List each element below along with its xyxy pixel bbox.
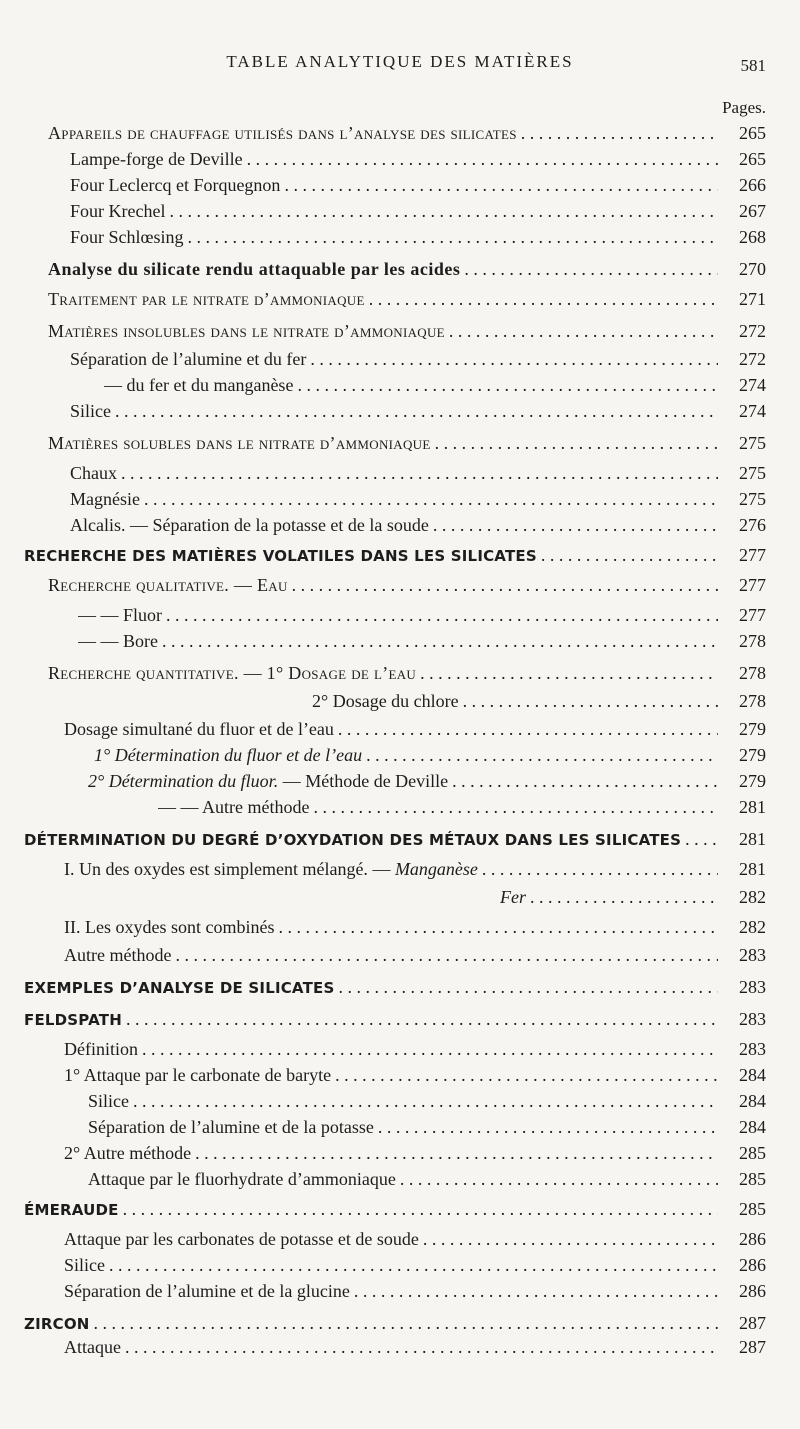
dot-leader bbox=[188, 224, 718, 250]
toc-entry-leader bbox=[48, 256, 718, 282]
toc-entry-page: 279 bbox=[739, 771, 766, 791]
toc-entry bbox=[0, 512, 800, 538]
toc-entry-leader bbox=[104, 372, 718, 398]
toc-entry bbox=[0, 628, 800, 654]
dot-leader bbox=[541, 542, 718, 568]
dot-leader bbox=[126, 1006, 718, 1032]
toc-entry-leader bbox=[500, 884, 718, 910]
dot-leader bbox=[292, 572, 718, 598]
toc-entry-title: Four Leclercq et Forquegnon bbox=[70, 175, 281, 195]
toc-entry bbox=[0, 346, 800, 372]
dot-leader bbox=[142, 1036, 718, 1062]
toc-entry-page: 283 bbox=[739, 1009, 766, 1029]
dot-leader bbox=[195, 1140, 718, 1166]
toc-entry-leader bbox=[64, 856, 718, 882]
toc-entry-title: Attaque par le fluorhydrate d’ammoniaque bbox=[88, 1169, 396, 1189]
toc-entry-leader bbox=[88, 768, 718, 794]
toc-entry-page: 277 bbox=[739, 545, 766, 565]
toc-entry bbox=[0, 826, 800, 852]
dot-leader bbox=[284, 172, 718, 198]
toc-entry-page: 279 bbox=[739, 745, 766, 765]
toc-entry-leader bbox=[48, 572, 718, 598]
toc-entry bbox=[0, 914, 800, 940]
toc-entry-title: 1° Détermination du fluor et de l’eau bbox=[94, 745, 363, 765]
toc-entry-page: 287 bbox=[739, 1313, 766, 1333]
dot-leader bbox=[433, 512, 718, 538]
page-number: 581 bbox=[740, 56, 766, 75]
toc-entry bbox=[0, 1036, 800, 1062]
dot-leader bbox=[400, 1166, 718, 1192]
dot-leader bbox=[175, 942, 718, 968]
toc-entry-page: 278 bbox=[739, 663, 766, 683]
dot-leader bbox=[162, 628, 718, 654]
toc-entry-leader bbox=[64, 1226, 718, 1252]
toc-entry-leader bbox=[70, 460, 718, 486]
toc-entry-title: Fer bbox=[500, 887, 526, 907]
toc-entry-page: 286 bbox=[739, 1255, 766, 1275]
dot-leader bbox=[378, 1114, 718, 1140]
toc-entry-leader bbox=[70, 224, 718, 250]
toc-entry bbox=[0, 794, 800, 820]
toc-entry-leader bbox=[24, 1006, 718, 1033]
toc-entry-leader bbox=[64, 1278, 718, 1304]
toc-entry-title: Magnésie bbox=[70, 489, 140, 509]
toc-entry bbox=[0, 1088, 800, 1114]
toc-entry-leader bbox=[64, 942, 718, 968]
toc-entry-leader bbox=[88, 1088, 718, 1114]
toc-entry-title: — — Autre méthode bbox=[158, 797, 310, 817]
toc-entry-leader bbox=[24, 974, 718, 1001]
pages-column-label: Pages. bbox=[722, 98, 766, 117]
dot-leader bbox=[463, 688, 718, 714]
toc-entry-title: ÉMERAUDE bbox=[24, 1201, 119, 1219]
toc-entry-leader bbox=[64, 1036, 718, 1062]
toc-entry-title: 2° Détermination du fluor. — Méthode de Deville bbox=[88, 771, 449, 791]
toc-entry-page: 265 bbox=[739, 123, 766, 143]
toc-entry-title: Autre méthode bbox=[64, 945, 172, 965]
running-header bbox=[0, 52, 800, 82]
toc-entry bbox=[0, 688, 800, 714]
toc-entry-leader bbox=[88, 1166, 718, 1192]
dot-leader bbox=[335, 1062, 718, 1088]
dot-leader bbox=[144, 486, 718, 512]
toc-entry-leader bbox=[70, 146, 718, 172]
dot-leader bbox=[121, 460, 718, 486]
dot-leader bbox=[310, 346, 718, 372]
toc-entry-page: 284 bbox=[739, 1117, 766, 1137]
toc-entry-leader bbox=[48, 430, 718, 456]
toc-entry-leader bbox=[88, 1114, 718, 1140]
toc-entry bbox=[0, 430, 800, 456]
toc-entry-page: 274 bbox=[739, 401, 766, 421]
toc-entry bbox=[0, 256, 800, 282]
toc-entry-title: RECHERCHE DES MATIÈRES VOLATILES DANS LES SILICATES bbox=[24, 547, 537, 565]
toc-entry-page: 265 bbox=[739, 149, 766, 169]
dot-leader bbox=[685, 826, 718, 852]
toc-entry bbox=[0, 768, 800, 794]
toc-entry bbox=[0, 974, 800, 1000]
toc-entry-title: — — Bore bbox=[78, 631, 158, 651]
dot-leader bbox=[278, 914, 718, 940]
toc-entry bbox=[0, 1252, 800, 1278]
toc-entry-page: 281 bbox=[739, 797, 766, 817]
toc-entry-leader bbox=[70, 198, 718, 224]
toc-entry bbox=[0, 742, 800, 768]
dot-leader bbox=[464, 256, 718, 282]
toc-entry-title: Four Krechel bbox=[70, 201, 166, 221]
toc-entry-leader bbox=[158, 794, 718, 820]
toc-entry-title: Recherche quantitative. — 1° Dosage de l’eau bbox=[48, 663, 417, 683]
toc-entry-leader bbox=[24, 542, 718, 569]
toc-entry-page: 283 bbox=[739, 945, 766, 965]
toc-entry-page: 281 bbox=[739, 859, 766, 879]
toc-entry bbox=[0, 572, 800, 598]
toc-entry-title: Four Schlœsing bbox=[70, 227, 184, 247]
toc-entry bbox=[0, 120, 800, 146]
dot-leader bbox=[166, 602, 718, 628]
toc-entry-title: Silice bbox=[64, 1255, 105, 1275]
toc-entry-title: Séparation de l’alumine et de la glucine bbox=[64, 1281, 350, 1301]
toc-entry-page: 283 bbox=[739, 1039, 766, 1059]
toc-entry-page: 271 bbox=[739, 289, 766, 309]
toc-entry bbox=[0, 460, 800, 486]
toc-entry-title: ZIRCON bbox=[24, 1315, 90, 1333]
toc-entry-title: Chaux bbox=[70, 463, 117, 483]
toc-entry-title: FELDSPATH bbox=[24, 1011, 122, 1029]
toc-entry-title: Séparation de l’alumine et du fer bbox=[70, 349, 307, 369]
toc-entry-title: Alcalis. — Séparation de la potasse et de la soude bbox=[70, 515, 429, 535]
toc-entry-leader bbox=[48, 660, 718, 686]
dot-leader bbox=[133, 1088, 718, 1114]
toc-entry-leader bbox=[312, 688, 718, 714]
toc-entry-leader bbox=[94, 742, 718, 768]
toc-entry-title: EXEMPLES D’ANALYSE DE SILICATES bbox=[24, 979, 335, 997]
toc-entry-page: 284 bbox=[739, 1065, 766, 1085]
toc-entry bbox=[0, 884, 800, 910]
toc-entry-leader bbox=[70, 398, 718, 424]
toc-entry-title: II. Les oxydes sont combinés bbox=[64, 917, 275, 937]
toc-entry-title: Analyse du silicate rendu attaquable par les acides bbox=[48, 259, 461, 279]
toc-entry bbox=[0, 286, 800, 312]
toc-entry-title: Matières solubles dans le nitrate d’ammoniaque bbox=[48, 433, 431, 453]
toc-entry bbox=[0, 398, 800, 424]
toc-entry-leader bbox=[70, 512, 718, 538]
toc-entry-title: Définition bbox=[64, 1039, 138, 1059]
toc-entry bbox=[0, 1166, 800, 1192]
toc-entry bbox=[0, 224, 800, 250]
toc-entry-page: 279 bbox=[739, 719, 766, 739]
toc-entry-leader bbox=[48, 120, 718, 146]
toc-entry-page: 287 bbox=[739, 1337, 766, 1357]
toc-entry-leader bbox=[64, 1334, 718, 1360]
toc-entry-page: 277 bbox=[739, 605, 766, 625]
toc-entry-title: I. Un des oxydes est simplement mélangé. — Manganèse bbox=[64, 859, 478, 879]
dot-leader bbox=[125, 1334, 718, 1360]
toc-entry bbox=[0, 1334, 800, 1360]
toc-entry-title: Traitement par le nitrate d’ammoniaque bbox=[48, 289, 365, 309]
toc-entry-page: 286 bbox=[739, 1229, 766, 1249]
header-title: TABLE ANALYTIQUE DES MATIÈRES bbox=[226, 52, 574, 71]
toc-entry-page: 283 bbox=[739, 977, 766, 997]
toc-entry-leader bbox=[24, 826, 718, 853]
toc-entry-leader bbox=[64, 1252, 718, 1278]
toc-entry bbox=[0, 602, 800, 628]
toc-entry-page: 275 bbox=[739, 489, 766, 509]
toc-entry bbox=[0, 660, 800, 686]
toc-entry bbox=[0, 1226, 800, 1252]
dot-leader bbox=[247, 146, 718, 172]
toc-entry-title: DÉTERMINATION DU DEGRÉ D’OXYDATION DES MÉTAUX DANS LES SILICATES bbox=[24, 831, 682, 849]
toc-entry-page: 267 bbox=[739, 201, 766, 221]
dot-leader bbox=[420, 660, 718, 686]
dot-leader bbox=[435, 430, 718, 456]
toc-entry-page: 282 bbox=[739, 917, 766, 937]
dot-leader bbox=[297, 372, 718, 398]
dot-leader bbox=[115, 398, 718, 424]
dot-leader bbox=[354, 1278, 718, 1304]
dot-leader bbox=[449, 318, 718, 344]
toc-entry-page: 276 bbox=[739, 515, 766, 535]
toc-entry-leader bbox=[48, 318, 718, 344]
toc-entry-title: Silice bbox=[70, 401, 111, 421]
toc-entry-leader bbox=[64, 1140, 718, 1166]
toc-entry-page: 272 bbox=[739, 321, 766, 341]
toc-entry bbox=[0, 486, 800, 512]
toc-entry-title: 2° Autre méthode bbox=[64, 1143, 192, 1163]
toc-entry bbox=[0, 942, 800, 968]
toc-entry-page: 282 bbox=[739, 887, 766, 907]
toc-entry-title: Séparation de l’alumine et de la potasse bbox=[88, 1117, 374, 1137]
toc-entry-page: 270 bbox=[739, 259, 766, 279]
dot-leader bbox=[94, 1310, 718, 1336]
dot-leader bbox=[530, 884, 718, 910]
toc-entry bbox=[0, 372, 800, 398]
toc-entry-page: 275 bbox=[739, 463, 766, 483]
dot-leader bbox=[313, 794, 718, 820]
toc-entry-page: 266 bbox=[739, 175, 766, 195]
toc-entry bbox=[0, 1278, 800, 1304]
toc-entry-page: 285 bbox=[739, 1169, 766, 1189]
toc-entry-page: 277 bbox=[739, 575, 766, 595]
toc-entry-title: Appareils de chauffage utilisés dans l’analyse des silicates bbox=[48, 123, 517, 143]
toc-entry-page: 284 bbox=[739, 1091, 766, 1111]
toc-entry-title: Recherche qualitative. — Eau bbox=[48, 575, 288, 595]
toc-entry-leader bbox=[48, 286, 718, 312]
toc-entry-leader bbox=[70, 486, 718, 512]
dot-leader bbox=[423, 1226, 718, 1252]
toc-entry bbox=[0, 1006, 800, 1032]
toc-entry bbox=[0, 172, 800, 198]
toc-entry-page: 268 bbox=[739, 227, 766, 247]
toc-entry-title: Dosage simultané du fluor et de l’eau bbox=[64, 719, 334, 739]
dot-leader bbox=[338, 974, 718, 1000]
dot-leader bbox=[482, 856, 718, 882]
dot-leader bbox=[369, 286, 718, 312]
toc-entry-title: — — Fluor bbox=[78, 605, 163, 625]
toc-entry bbox=[0, 198, 800, 224]
toc-entry-leader bbox=[70, 346, 718, 372]
toc-entry-leader bbox=[64, 716, 718, 742]
toc-entry bbox=[0, 716, 800, 742]
toc-entry-page: 285 bbox=[739, 1199, 766, 1219]
dot-leader bbox=[169, 198, 718, 224]
toc-entry-page: 272 bbox=[739, 349, 766, 369]
toc-entry-title: — du fer et du manganèse bbox=[104, 375, 294, 395]
toc-entry-page: 278 bbox=[739, 691, 766, 711]
toc-entry-title: Matières insolubles dans le nitrate d’ammoniaque bbox=[48, 321, 445, 341]
toc-entry-page: 285 bbox=[739, 1143, 766, 1163]
toc-entry-leader bbox=[70, 172, 718, 198]
toc-entry bbox=[0, 1114, 800, 1140]
toc-entry-page: 286 bbox=[739, 1281, 766, 1301]
toc-entry-title: 1° Attaque par le carbonate de baryte bbox=[64, 1065, 332, 1085]
toc-entry-title: Silice bbox=[88, 1091, 129, 1111]
toc-entry-page: 281 bbox=[739, 829, 766, 849]
toc-entry bbox=[0, 1140, 800, 1166]
toc-entry-page: 274 bbox=[739, 375, 766, 395]
toc-entry-page: 278 bbox=[739, 631, 766, 651]
toc-entry-leader bbox=[24, 1196, 718, 1223]
dot-leader bbox=[521, 120, 718, 146]
toc-entry-title: Lampe-forge de Deville bbox=[70, 149, 243, 169]
toc-entry bbox=[0, 542, 800, 568]
toc-entry bbox=[0, 1196, 800, 1222]
toc-entry-title: 2° Dosage du chlore bbox=[312, 691, 459, 711]
toc-entry bbox=[0, 146, 800, 172]
dot-leader bbox=[452, 768, 718, 794]
toc-entry bbox=[0, 856, 800, 882]
toc-entry-page: 275 bbox=[739, 433, 766, 453]
dot-leader bbox=[338, 716, 718, 742]
toc-entry-title: Attaque par les carbonates de potasse et de soude bbox=[64, 1229, 419, 1249]
toc-entry-leader bbox=[78, 628, 718, 654]
toc-entry-leader bbox=[64, 1062, 718, 1088]
toc-entry bbox=[0, 318, 800, 344]
toc-entry-leader bbox=[78, 602, 718, 628]
toc-entry-title: Attaque bbox=[64, 1337, 121, 1357]
toc-entry-leader bbox=[64, 914, 718, 940]
dot-leader bbox=[109, 1252, 718, 1278]
toc-entry bbox=[0, 1062, 800, 1088]
toc-entry-leader bbox=[24, 1310, 718, 1337]
dot-leader bbox=[123, 1196, 718, 1222]
toc-entry bbox=[0, 1310, 800, 1336]
dot-leader bbox=[366, 742, 718, 768]
